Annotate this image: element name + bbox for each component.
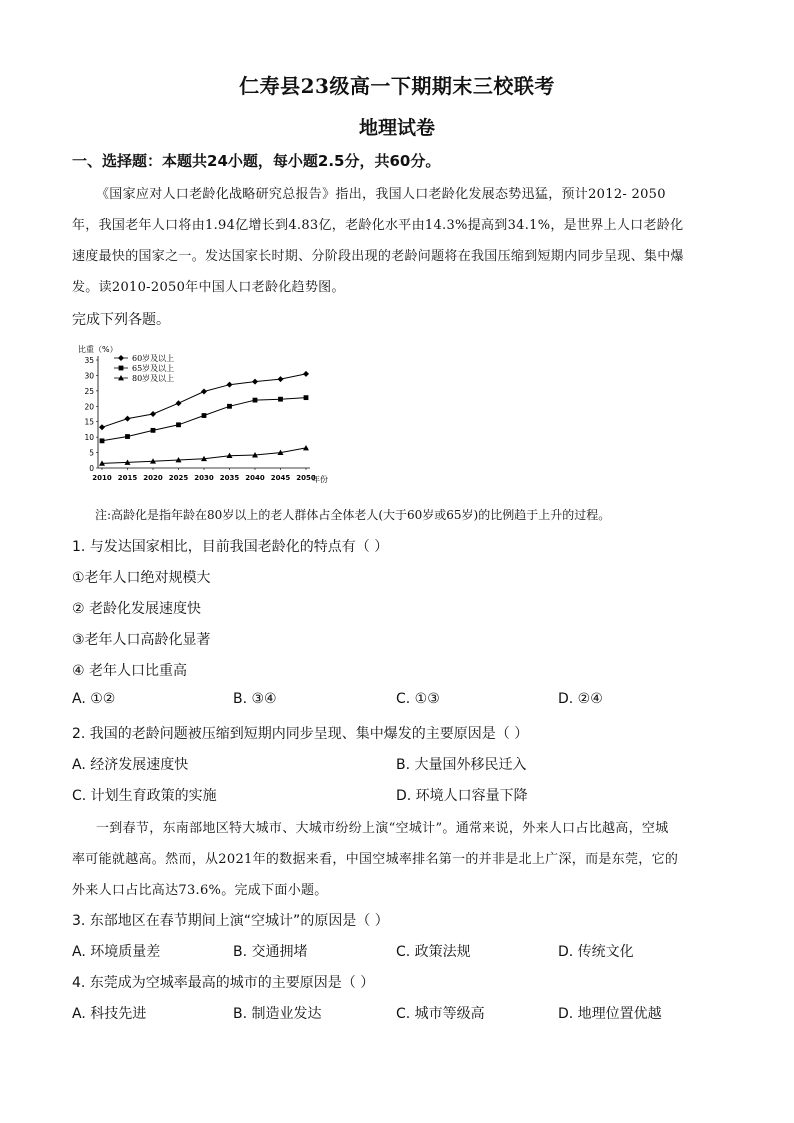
passage-line: 发。读2010-2050年中国人口老龄化趋势图。 [72, 280, 345, 295]
y-tick-label: 25 [84, 386, 94, 396]
legend-label: 80岁及以上 [132, 374, 175, 383]
data-point [100, 438, 105, 443]
data-point [303, 371, 309, 377]
q1-option-d[interactable]: D. ②④ [558, 691, 603, 707]
q4-option-a[interactable]: A. 科技先进 [72, 1006, 147, 1022]
x-tick-label: 2025 [168, 474, 189, 482]
data-point [125, 434, 130, 439]
data-point [227, 382, 233, 388]
data-point [252, 379, 258, 385]
data-point [176, 422, 181, 427]
chart-note: 注:高龄化是指年龄在80岁以上的老人群体占全体老人(大于60岁或65岁)的比例趋于上升的过程。 [95, 508, 611, 522]
q1-option-c[interactable]: C. ①③ [396, 691, 440, 707]
legend-marker [118, 355, 124, 361]
q3-option-c[interactable]: C. 政策法规 [396, 944, 471, 960]
data-point [253, 398, 258, 403]
legend-marker [119, 366, 124, 371]
y-tick-label: 15 [84, 417, 94, 427]
y-tick-label: 35 [84, 356, 94, 365]
q4-option-d[interactable]: D. 地理位置优越 [558, 1006, 662, 1022]
q3-option-a[interactable]: A. 环境质量差 [72, 944, 161, 960]
x-tick-label: 2040 [245, 474, 265, 482]
data-point [176, 400, 182, 406]
y-tick-label: 0 [89, 464, 94, 473]
q1-item: ④ 老年人口比重高 [72, 663, 188, 679]
q1-option-b[interactable]: B. ③④ [233, 691, 277, 707]
data-point [227, 404, 232, 409]
section-heading: 一、选择题：本题共24小题，每小题2.5分，共60分。 [72, 152, 441, 170]
exam-title: 仁寿县23级高一下期期末三校联考 [239, 74, 555, 98]
series-line-2 [102, 398, 306, 441]
passage-line: 年，我国老年人口将由1.94亿增长到4.83亿，老龄化水平由14.3%提高到34.1%，是世界上人口老龄化 [72, 218, 684, 233]
data-point [202, 413, 207, 418]
data-point [304, 395, 309, 400]
passage-line: 《国家应对人口老龄化战略研究总报告》指出，我国人口老龄化发展态势迅猛，预计2012- 2050 [96, 187, 666, 202]
question-4-stem: 4. 东莞成为空城率最高的城市的主要原因是（ ） [72, 975, 375, 991]
passage-line: 率可能就越高。然而，从2021年的数据来看，中国空城率排名第一的并非是北上广深，而是东莞，它的 [72, 852, 679, 867]
data-point [201, 388, 207, 394]
question-2-stem: 2. 我国的老龄问题被压缩到短期内同步呈现、集中爆发的主要原因是（ ） [72, 726, 529, 742]
y-tick-label: 20 [84, 402, 94, 412]
y-tick-label: 5 [89, 448, 94, 458]
data-point [150, 411, 156, 417]
q1-item: ①老年人口绝对规模大 [72, 570, 211, 586]
x-tick-label: 2010 [92, 474, 112, 482]
x-tick-label: 2045 [270, 474, 291, 482]
x-tick-label: 2035 [219, 474, 240, 482]
x-axis-unit: 年份 [312, 475, 328, 484]
legend-label: 65岁及以上 [132, 364, 175, 373]
legend-label: 60岁及以上 [132, 354, 175, 363]
x-tick-label: 2050 [296, 474, 316, 482]
y-tick-label: 10 [84, 433, 94, 443]
q1-item: ② 老龄化发展速度快 [72, 601, 202, 617]
question-1-stem: 1. 与发达国家相比，目前我国老龄化的特点有（ ） [72, 539, 389, 555]
q2-option-b[interactable]: B. 大量国外移民迁入 [396, 757, 527, 773]
passage-line: 外来人口占比高达73.6%。完成下面小题。 [72, 883, 328, 898]
y-axis-label: 比重（%） [78, 345, 118, 354]
x-tick-label: 2020 [143, 474, 163, 482]
q3-option-d[interactable]: D. 传统文化 [558, 944, 634, 960]
q2-option-a[interactable]: A. 经济发展速度快 [72, 757, 189, 773]
passage-line: 一到春节，东南部地区特大城市、大城市纷纷上演“空城计”。通常来说，外来人口占比越高，空城 [96, 821, 669, 836]
exam-subtitle: 地理试卷 [358, 117, 435, 139]
q1-option-a[interactable]: A. ①② [72, 691, 116, 707]
y-tick-label: 30 [84, 371, 94, 381]
q2-option-d[interactable]: D. 环境人口容量下降 [396, 788, 528, 804]
data-point [303, 445, 309, 450]
x-tick-label: 2015 [117, 474, 138, 482]
passage-line: 速度最快的国家之一。发达国家长时期、分阶段出现的老龄问题将在我国压缩到短期内同步呈现、集中爆 [72, 249, 684, 264]
data-point [278, 397, 283, 402]
data-point [278, 376, 284, 382]
aging-trend-chart [70, 340, 330, 490]
q1-item: ③老年人口高龄化显著 [72, 632, 211, 648]
question-3-stem: 3. 东部地区在春节期间上演“空城计”的原因是（ ） [72, 913, 389, 929]
x-tick-label: 2030 [194, 474, 214, 482]
instruction: 完成下列各题。 [72, 312, 170, 328]
q2-option-c[interactable]: C. 计划生育政策的实施 [72, 788, 217, 804]
data-point [151, 428, 156, 433]
q4-option-b[interactable]: B. 制造业发达 [233, 1006, 322, 1022]
data-point [99, 424, 105, 430]
data-point [125, 416, 131, 422]
q4-option-c[interactable]: C. 城市等级高 [396, 1006, 485, 1022]
q3-option-b[interactable]: B. 交通拥堵 [233, 944, 308, 960]
